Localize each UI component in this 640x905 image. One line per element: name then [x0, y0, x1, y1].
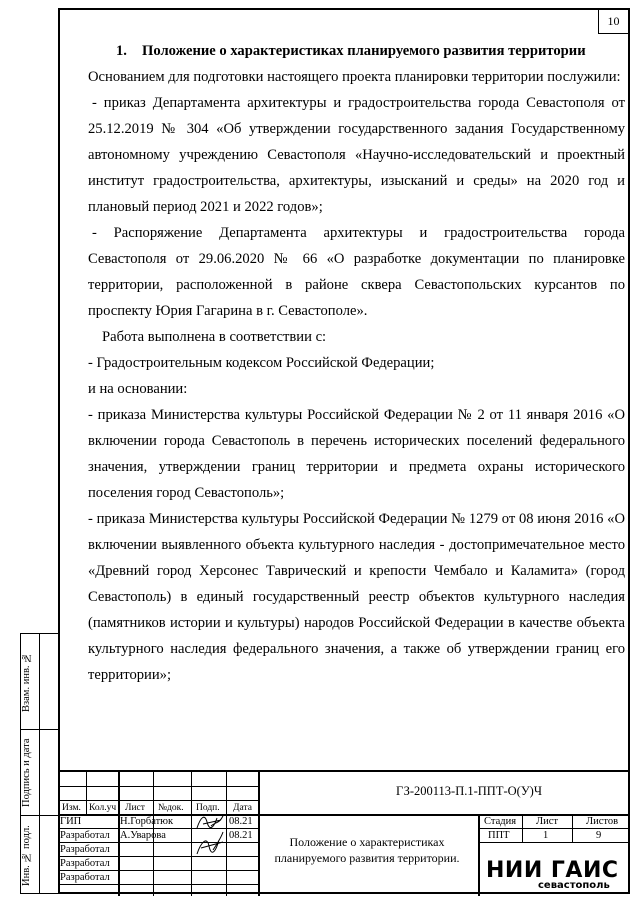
row-role: Разработал [60, 872, 110, 883]
document-code: ГЗ-200113-П.1-ППТ-О(У)Ч [396, 784, 542, 798]
page-number-box [598, 10, 628, 34]
title-block [58, 770, 630, 896]
paragraph: - Распоряжение Департамента архитектуры и градостроительства города Севастополя от 29.06.2020 № 66 «О разработке документации по планировке территории, расположенной в районе сквера Севастопольских курсантов по проспекту Юрия Гагарина в г. Севастополе». [88, 225, 625, 319]
sheet-value: 1 [543, 830, 549, 841]
paragraph: - приказа Министерства культуры Российской Федерации № 1279 от 08 июня 2016 «О включении выявленного объекта культурного наследия - достопримечательное место «Древний город Херсонес Таврический и крепости Чембало и Каламита» (город Севастополь) в единый государственный реестр объектов культурного наследия (памятников истории и культуры) народов Российской Федерации в качестве объекта культурного наследия федерального значения, а также об утверждении границ его территории»; [88, 511, 625, 683]
org-logo-subtitle: севастополь [538, 880, 610, 891]
header-izm: Изм. [62, 803, 81, 813]
stage-header: Стадия [484, 816, 517, 827]
paragraph: - приказ Департамента архитектуры и градостроительства города Севастополя от 25.12.2019 № 304 «Об утверждении государственного задания Государственному автономному учреждению Севастополя «Научно-исследовательский и проектный институт градостроительства, архитектуры, изысканий и среды» на 2020 год и плановый период 2021 и 2022 годов»; [88, 95, 625, 215]
side-cell-vzam [21, 634, 59, 730]
row-name: Н.Горбатюк [120, 816, 174, 827]
sheets-header: Листов [586, 816, 619, 827]
side-stamp [20, 633, 58, 894]
heading-number: 1. [116, 43, 127, 59]
side-label-inv: Инв. № подл. [21, 825, 32, 886]
page-number: 10 [607, 14, 620, 28]
signature-developer [193, 828, 227, 860]
paragraph: и на основании: [88, 381, 188, 397]
side-cell-podpis [21, 730, 59, 816]
header-kol: Кол.уч [89, 803, 117, 813]
side-label-vzam: Взам. инв. № [21, 651, 32, 713]
row-name: А.Уварова [120, 830, 166, 841]
row-role: Разработал [60, 858, 110, 869]
row-date: 08.21 [229, 816, 253, 827]
row-role: ГИП [60, 816, 82, 827]
org-logo: НИИ ГАИС [486, 858, 619, 883]
row-date: 08.21 [229, 830, 253, 841]
paragraph: - приказа Министерства культуры Российской Федерации № 2 от 11 января 2016 «О включении города Севастополь в перечень исторических поселений федерального значения, утверждении границ территории и предмета охраны исторического поселения город Севастополь»; [88, 407, 625, 501]
paragraph: Работа выполнена в соответствии с: [102, 329, 327, 345]
row-role: Разработал [60, 844, 110, 855]
sheets-value: 9 [596, 830, 602, 841]
heading-text: Положение о характеристиках планируемого развития территории [142, 43, 586, 59]
document-body [88, 38, 625, 688]
stage-value: ППТ [488, 830, 510, 841]
side-cell-inv [21, 816, 59, 895]
paragraph: - Градостроительным кодексом Российской Федерации; [88, 355, 435, 371]
header-ndok: №док. [158, 803, 184, 813]
sheet-header: Лист [536, 816, 558, 827]
section-heading [88, 38, 625, 64]
paragraph: Основанием для подготовки настоящего проекта планировки территории послужили: [88, 69, 621, 85]
side-label-podpis: Подпись и дата [21, 738, 32, 808]
header-podp: Подп. [196, 803, 220, 813]
header-list: Лист [125, 803, 145, 813]
row-role: Разработал [60, 830, 110, 841]
document-title: Положение о характеристиках планируемого развития территории. [274, 835, 460, 865]
header-data: Дата [233, 803, 252, 813]
